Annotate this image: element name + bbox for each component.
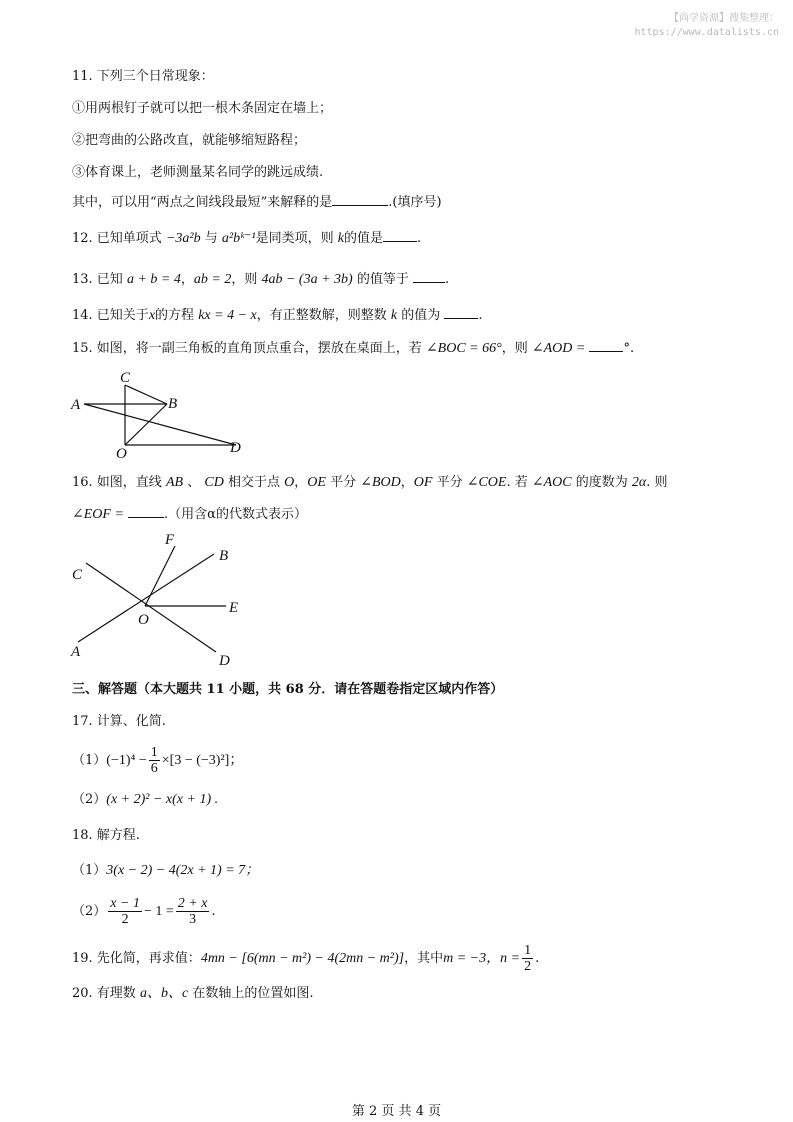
q16-text7: . 若 (506, 475, 528, 490)
q11-ask-post: .(填序号) (388, 195, 442, 210)
fraction-denominator: 2 (524, 959, 532, 974)
fraction-numerator: 1 (524, 943, 532, 958)
q18-stem: 18. 解方程. (72, 828, 140, 843)
q14-eq: kx = 4 − x (198, 308, 257, 323)
q16-sep: 、 (187, 475, 201, 490)
q16-text4: 平分 (330, 475, 357, 490)
label-C: C (120, 370, 131, 386)
q14-mid: 的方程 (155, 308, 195, 323)
q18-fraction-1 (108, 896, 142, 927)
q15-angle1: ∠BOC = 66° (425, 341, 502, 356)
q13-cond1: a + b = 4 (126, 272, 181, 287)
fraction-numerator: 1 (150, 745, 158, 760)
q19-expr: 4mn − [6(mn − m²) − 4(2mn − m²)] (200, 951, 405, 966)
fraction-numerator: x − 1 (110, 896, 140, 911)
q12-mid: 与 (204, 231, 218, 246)
q14-end: . (478, 308, 483, 323)
q15-angle2: ∠AOD = (531, 341, 586, 356)
label-B: B (219, 548, 229, 564)
q15 (72, 339, 634, 358)
q16-aoc: ∠AOC (531, 475, 572, 490)
q11-stem: 11. 下列三个日常现象： (72, 69, 214, 84)
q17-p1-a: (−1)⁴ − (106, 753, 147, 768)
q14-var: x (148, 308, 156, 323)
q11-question (72, 193, 442, 212)
q12-tail: 的值是 (344, 231, 384, 246)
line-CB (125, 385, 167, 404)
q15-mid: ，则 (501, 341, 528, 356)
q19-end: . (535, 951, 540, 966)
q13-cond2: ab = 2 (193, 272, 232, 287)
q16-text6: 平分 (436, 475, 463, 490)
q18-part1 (72, 862, 259, 880)
line-AB (78, 554, 214, 642)
label-B: B (168, 396, 178, 412)
q16-text10: .（用含α的代数式表示） (164, 507, 307, 522)
q16-text8: 的度数为 (575, 475, 628, 490)
q14-var2: k (390, 308, 398, 323)
q16-figure (64, 530, 264, 672)
q12-var: k (337, 231, 345, 246)
q16-oe: OE (307, 475, 326, 490)
q19-fraction (522, 943, 533, 974)
q17-part2 (72, 791, 218, 809)
q16-line2 (72, 505, 307, 524)
label-C: C (72, 567, 83, 583)
q13 (72, 270, 449, 289)
q12-expr2: a²bᵏ⁻¹ (221, 231, 256, 246)
q16-text1: 16. 如图，直线 (72, 475, 162, 490)
fraction-denominator: 2 (121, 912, 129, 927)
q14-num: 14. 已知关于 (72, 308, 149, 323)
q18-p1: 3(x − 2) − 4(2x + 1) = 7； (106, 863, 260, 878)
watermark (635, 12, 780, 40)
q12-post: 是同类项，则 (255, 231, 334, 246)
answer-blank (383, 229, 417, 242)
q16-eof: ∠EOF = (72, 507, 124, 522)
q11-item1: ①用两根钉子就可以把一根木条固定在墙上； (72, 101, 333, 116)
q18-fraction-2 (176, 896, 210, 927)
q20-tail: 在数轴上的位置如图. (192, 986, 314, 1001)
q20-vars: a、b、c (139, 986, 189, 1001)
label-O: O (116, 446, 127, 462)
q11-item3: ③体育课上，老师测量某名同学的跳远成绩. (72, 165, 324, 180)
label-A: A (71, 644, 81, 660)
q15-end: °. (623, 341, 635, 356)
answer-blank (589, 339, 623, 352)
label-D: D (219, 653, 230, 669)
q16-text5: ， (400, 475, 414, 490)
fraction-denominator: 3 (189, 912, 197, 927)
q19 (72, 942, 539, 976)
q18-p2-mid: − 1 = (143, 904, 174, 919)
q11-item2: ②把弯曲的公路改直，就能够缩短路程； (72, 133, 307, 148)
q11-ask-pre: 其中，可以用“两点之间线段最短”来解释的是 (72, 195, 333, 210)
q12-end: . (417, 231, 422, 246)
page-footer: 第 2 页 共 4 页 (351, 1104, 442, 1119)
q14-tail2: 的值为 (401, 308, 441, 323)
q13-tail: 的值等于 (356, 272, 409, 287)
line-CD (86, 563, 216, 652)
q16-ab: AB (165, 475, 184, 490)
q16-text2: 相交于点 (227, 475, 280, 490)
q13-num: 13. 已知 (72, 272, 123, 287)
q20 (72, 985, 313, 1003)
q12-expr1: −3a²b (165, 231, 201, 246)
watermark-line1: 【尚学资源】搜集整理： (669, 13, 779, 24)
watermark-line2: https://www.datalists.cn (634, 27, 779, 38)
q16-val: 2α (631, 475, 647, 490)
label-E: E (229, 600, 239, 616)
label-A: A (71, 397, 81, 413)
fraction-denominator: 6 (150, 761, 158, 776)
ray-OF (145, 546, 175, 606)
q17-p2-label: （2） (72, 792, 107, 807)
label-O: O (138, 612, 149, 628)
q13-sep: ， (180, 272, 194, 287)
q20-stem: 20. 有理数 (72, 986, 136, 1001)
answer-blank (413, 270, 445, 283)
q18-p2-end: . (211, 904, 216, 919)
q13-mid: ，则 (231, 272, 258, 287)
q16-line1 (72, 474, 668, 492)
q18-p2-label: （2） (72, 904, 107, 919)
answer-blank (128, 505, 164, 518)
q17-p1-label: （1） (72, 753, 107, 768)
answer-blank (332, 193, 388, 206)
q16-text3: ， (294, 475, 308, 490)
q16-text9: . 则 (646, 475, 668, 490)
q18-part2 (72, 895, 216, 929)
fraction-numerator: 2 + x (177, 896, 208, 911)
label-F: F (165, 532, 175, 548)
q16-bod: ∠BOD (360, 475, 401, 490)
q12-num: 12. 已知单项式 (72, 231, 162, 246)
q19-stem: 19. 先化简，再求值： (72, 951, 201, 966)
q19-cond: m = −3，n = (443, 951, 521, 966)
section-heading: 三、解答题（本大题共 11 小题，共 68 分．请在答题卷指定区域内作答） (72, 682, 504, 697)
label-D: D (230, 440, 241, 456)
q17-part1 (72, 745, 243, 776)
q18-p1-label: （1） (72, 863, 107, 878)
q14 (72, 306, 483, 325)
q12 (72, 229, 421, 248)
q13-expr: 4ab − (3a + 3b) (261, 272, 353, 287)
q13-end: . (445, 272, 450, 287)
q17-fraction (149, 745, 160, 776)
q16-o: O (284, 475, 295, 490)
q17-stem: 17. 计算、化简. (72, 714, 166, 729)
q17-p1-b: ×[3 − (−3)²]； (161, 753, 244, 768)
q16-of: OF (413, 475, 433, 490)
q16-cd: CD (204, 475, 224, 490)
q16-coe: ∠COE (466, 475, 507, 490)
answer-blank (444, 306, 478, 319)
q17-p2: (x + 2)² − x(x + 1) . (106, 792, 219, 807)
q15-text: 15. 如图，将一副三角板的直角顶点重合，摆放在桌面上，若 (72, 341, 422, 356)
q19-mid: ，其中 (404, 951, 444, 966)
q15-figure (64, 366, 264, 462)
q14-tail: ，有正整数解，则整数 (256, 308, 387, 323)
